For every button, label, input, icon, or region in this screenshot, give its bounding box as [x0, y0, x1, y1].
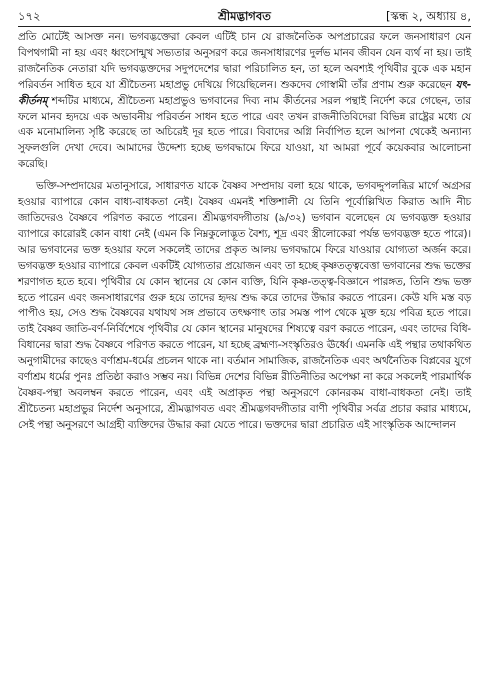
header-rule [18, 26, 471, 27]
paragraph-1-text-b: শব্দটির মাধ্যমে, শ্রীচৈতন্য মহাপ্রভুও ভগবানের দিব্য নাম কীর্তনের সরল পন্থাই নির্দেশ করে গেছেন, তার ফলে মানব হৃদয়ে এক অভাবনীয় পরিবর্তন সাধন হতে পারে এবং তখন রাজনীতিবিদেরা বিভিন্ন রাষ্ট্রের মধ্যে যে এক মনোমালিন্য সৃষ্টি করেছে তা অচিরেই দূর হতে পারে। বিবাদের অগ্নি নির্বাপিত হলে আপনা থেকেই অন্যান্য সুফলগুলি দেখা দেবে। আমাদের উদ্দেশ্য হচ্ছে ভগবদ্ধামে ফিরে যাওয়া, যা আমরা পূর্বে কয়েকবার আলোচনা করেছি। [18, 94, 471, 171]
book-title: শ্রীমদ্ভাগবত [218, 9, 271, 23]
paragraph-2 [18, 179, 471, 434]
page-header [18, 6, 471, 26]
canto-chapter-reference: [স্কন্ধ ২, অধ্যায় ৪, [386, 9, 471, 23]
paragraph-1-text-a: প্রতি মোটেই আসক্ত নন। ভগবদ্ভক্তেরা কেবল এটিই চান যে রাজনৈতিক অপপ্রচারের ফলে জনসাধারণ যেন বিপথগামী না হয় এবং ধ্বংসোন্মুখ সভ্যতার অনুসরণ করে জনসাধারণের দুর্লভ মানব জীবন যেন ব্যর্থ না হয়। তাই রাজনৈতিক নেতারা যদি ভগবদ্ভক্তদের সদুপদেশের দ্বারা পরিচালিত হন, তা হলে অবশ্যই পৃথিবীর বুকে এক মহান পরিবর্তন সাধিত হবে যা শ্রীচৈতন্য মহাপ্রভু দেখিয়ে গিয়েছিলেন। শুকদেব গোস্বামী তাঁর প্রণাম শুরু করেছেন [18, 31, 471, 91]
paragraph-2-text: ভক্তি-সম্প্রদায়ের মতানুসারে, সাধারণত যাকে বৈষ্ণব সম্প্রদায় বলা হয়ে থাকে, ভগবদ্দুপলব্ধির মার্গে অগ্রসর হওয়ার ব্যাপারে কোন বাধ্য-বাধকতা নেই। বৈষ্ণব এমনই শক্তিশালী যে তিনি পূর্বোল্লিখিত কিরাত আদি নীচ জাতিদেরও বৈষ্ণবে পরিণত করতে পারেন। শ্রীমদ্ভগবদ্গীতায় (৯/৩২) ভগবান বলেছেন যে ভগবদ্ভক্ত হওয়ার ব্যাপারে কারোরই কোন বাধা নেই (এমন কি নিম্নকুলোদ্ভূত বৈশ্য, শূদ্র এবং স্ত্রীলোকেরা পর্যন্ত ভগবদ্ভক্ত হতে পারে)। আর ভগবানের ভক্ত হওয়ার ফলে সকলেই তাদের প্রকৃত আলয় ভগবদ্ধামে ফিরে যাওয়ার যোগ্যতা অর্জন করে। ভগবদ্ভক্ত হওয়ার ব্যাপারে কেবল একটিই যোগ্যতার প্রয়োজন এবং তা হচ্ছে কৃষ্ণতত্ত্ববেত্তা ভগবানের শুদ্ধ ভক্তের শরণাগত হতে হবে। পৃথিবীর যে কোন স্থানের যে কোন ব্যক্তি, যিনি কৃষ্ণ-তত্ত্ব-বিজ্ঞানে পারঙ্গত, তিনি শুদ্ধ ভক্ত হতে পারেন এবং জনসাধারণের গুরু হয়ে তাদের হৃদয় শুদ্ধ করে তাদের উদ্ধার করতে পারেন। কেউ যদি মস্ত বড় পাপীও হয়, সেও শুদ্ধ বৈষ্ণবের যথাযথ সঙ্গ প্রভাবে তৎক্ষণাৎ তার সমস্ত পাপ থেকে মুক্ত হয়ে পবিত্র হতে পারে। তাই বৈষ্ণব জাতি-বর্ণ-নির্বিশেষে পৃথিবীর যে কোন স্থানের মানুষদের শিষ্যত্বে বরণ করতে পারেন, এবং তাদের বিধি-বিধানের দ্বারা শুদ্ধ বৈষ্ণবে পরিণত করতে পারেন, যা হচ্ছে ব্রহ্মণ্য-সংস্কৃতিরও ঊর্ধ্বে। এমনকি এই পন্থার তথাকথিত অনুগামীদের কাছেও বর্ণাশ্রম-ধর্মের প্রচলন থাকে না। বর্তমান সামাজিক, রাজনৈতিক এবং অর্থনৈতিক বিপ্লবের যুগে বর্ণাশ্রম ধর্মের পুনঃ প্রতিষ্ঠা করাও সম্ভব নয়। বিভিন্ন দেশের বিভিন্ন রীতিনীতির অপেক্ষা না করে সকলেই পারমার্থিক বৈষ্ণব-পন্থা অবলম্বন করতে পারেন, এবং এই অপ্রাকৃত পন্থা অনুসরণে কোনরকম বাধা-বাধকতা নেই। তাই শ্রীচৈতন্য মহাপ্রভুর নির্দেশ অনুসারে, শ্রীমদ্ভাগবত এবং শ্রীমদ্ভগবদ্গীতার বাণী পৃথিবীর সর্বত্র প্রচার করার মাধ্যমে, সেই পন্থা অনুসরণে আগ্রহী ব্যক্তিদের উদ্ধার করা যেতে পারে। ভক্তদের দ্বারা প্রচারিত এই সাংস্কৃতিক আন্দোলন [18, 180, 471, 431]
page-number: ১৭২ [18, 9, 41, 23]
paragraph-1-emphasis: যৎ-কীর্তনম্‌ [18, 78, 471, 107]
paragraph-1 [18, 30, 471, 173]
